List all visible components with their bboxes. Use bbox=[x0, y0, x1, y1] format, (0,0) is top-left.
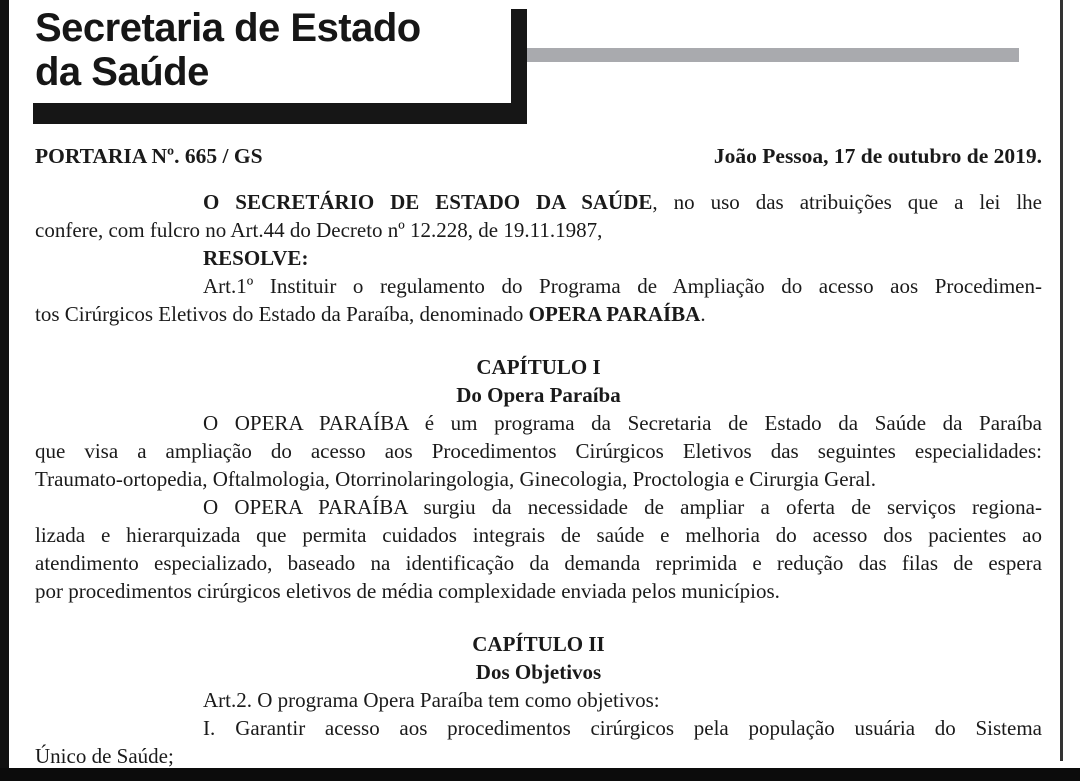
portaria-number: PORTARIA Nº. 665 / GS bbox=[35, 144, 263, 168]
logo-vertical-bar bbox=[511, 9, 527, 124]
bold-text: O SECRETÁRIO DE ESTADO DA SAÚDE bbox=[203, 190, 653, 214]
section-heading bbox=[35, 381, 1042, 409]
text-run: Garantir acesso aos procedimentos cirúrgicos pela população usuária do Sistema bbox=[235, 716, 1042, 740]
text-line bbox=[35, 521, 1042, 549]
text-run: Traumato-ortopedia, Oftalmologia, Otorrinolaringologia, Ginecologia, Proctologia e Cirurgia Geral. bbox=[35, 467, 876, 491]
bold-text: Do Opera Paraíba bbox=[456, 383, 621, 407]
gray-rule bbox=[527, 48, 1019, 62]
document-meta bbox=[35, 143, 1042, 170]
paragraph-spacer bbox=[35, 605, 1042, 630]
text-run: Único de Saúde; bbox=[35, 744, 174, 768]
logo-line-2: da Saúde bbox=[35, 50, 209, 94]
text-run: atendimento especializado, baseado na identificação da demanda reprimida e redução das filas de espera bbox=[35, 551, 1042, 575]
text-line bbox=[35, 244, 1042, 272]
text-run: O OPERA PARAÍBA surgiu da necessidade de ampliar a oferta de serviços regiona- bbox=[203, 495, 1042, 519]
text-line bbox=[35, 465, 1042, 493]
text-run: por procedimentos cirúrgicos eletivos de média complexidade enviada pelos municípios. bbox=[35, 579, 780, 603]
text-line bbox=[35, 300, 1042, 328]
text-run: confere, com fulcro no Art.44 do Decreto nº 12.228, de 19.11.1987, bbox=[35, 218, 603, 242]
text-run: lizada e hierarquizada que permita cuidados integrais de saúde e melhoria do acesso dos pacientes ao bbox=[35, 523, 1042, 547]
text-line bbox=[35, 714, 1042, 742]
document-body bbox=[35, 188, 1042, 770]
bold-text: RESOLVE: bbox=[203, 246, 309, 270]
logo-horizontal-bar bbox=[33, 103, 527, 124]
page-bottom-border bbox=[0, 768, 1080, 781]
text-run: I. bbox=[203, 716, 216, 740]
text-line bbox=[35, 272, 1042, 300]
text-line bbox=[35, 437, 1042, 465]
section-heading bbox=[35, 630, 1042, 658]
text-line bbox=[35, 577, 1042, 605]
bold-text: CAPÍTULO II bbox=[472, 632, 605, 656]
text-run: , no uso das atribuições que a lei lhe bbox=[652, 190, 1042, 214]
text-line bbox=[35, 742, 1042, 770]
bold-text: Dos Objetivos bbox=[475, 660, 602, 684]
text-run: . bbox=[700, 302, 706, 326]
bold-text: CAPÍTULO I bbox=[476, 355, 601, 379]
text-line bbox=[35, 216, 1042, 244]
agency-logo bbox=[35, 6, 421, 94]
text-line bbox=[35, 686, 1042, 714]
bold-text: OPERA PARAÍBA bbox=[528, 302, 701, 326]
text-run: O OPERA PARAÍBA é um programa da Secretaria de Estado da Saúde da Paraíba bbox=[203, 411, 1042, 435]
text-run: que visa a ampliação do acesso aos Procedimentos Cirúrgicos Eletivos das seguintes especialidades: bbox=[35, 439, 1042, 463]
letterhead bbox=[0, 0, 1080, 130]
logo-line-1: Secretaria de Estado bbox=[35, 6, 421, 50]
paragraph-spacer bbox=[35, 328, 1042, 353]
text-line bbox=[35, 549, 1042, 577]
date-place: João Pessoa, 17 de outubro de 2019. bbox=[713, 144, 1042, 168]
text-line bbox=[35, 188, 1042, 216]
text-run: Art.1º Instituir o regulamento do Programa de Ampliação do acesso aos Procedimen- bbox=[203, 274, 1042, 298]
text-line bbox=[35, 409, 1042, 437]
text-line bbox=[35, 493, 1042, 521]
section-heading bbox=[35, 658, 1042, 686]
section-heading bbox=[35, 353, 1042, 381]
text-run: Art.2. O programa Opera Paraíba tem como objetivos: bbox=[203, 688, 660, 712]
text-run: tos Cirúrgicos Eletivos do Estado da Paraíba, denominado bbox=[35, 302, 529, 326]
